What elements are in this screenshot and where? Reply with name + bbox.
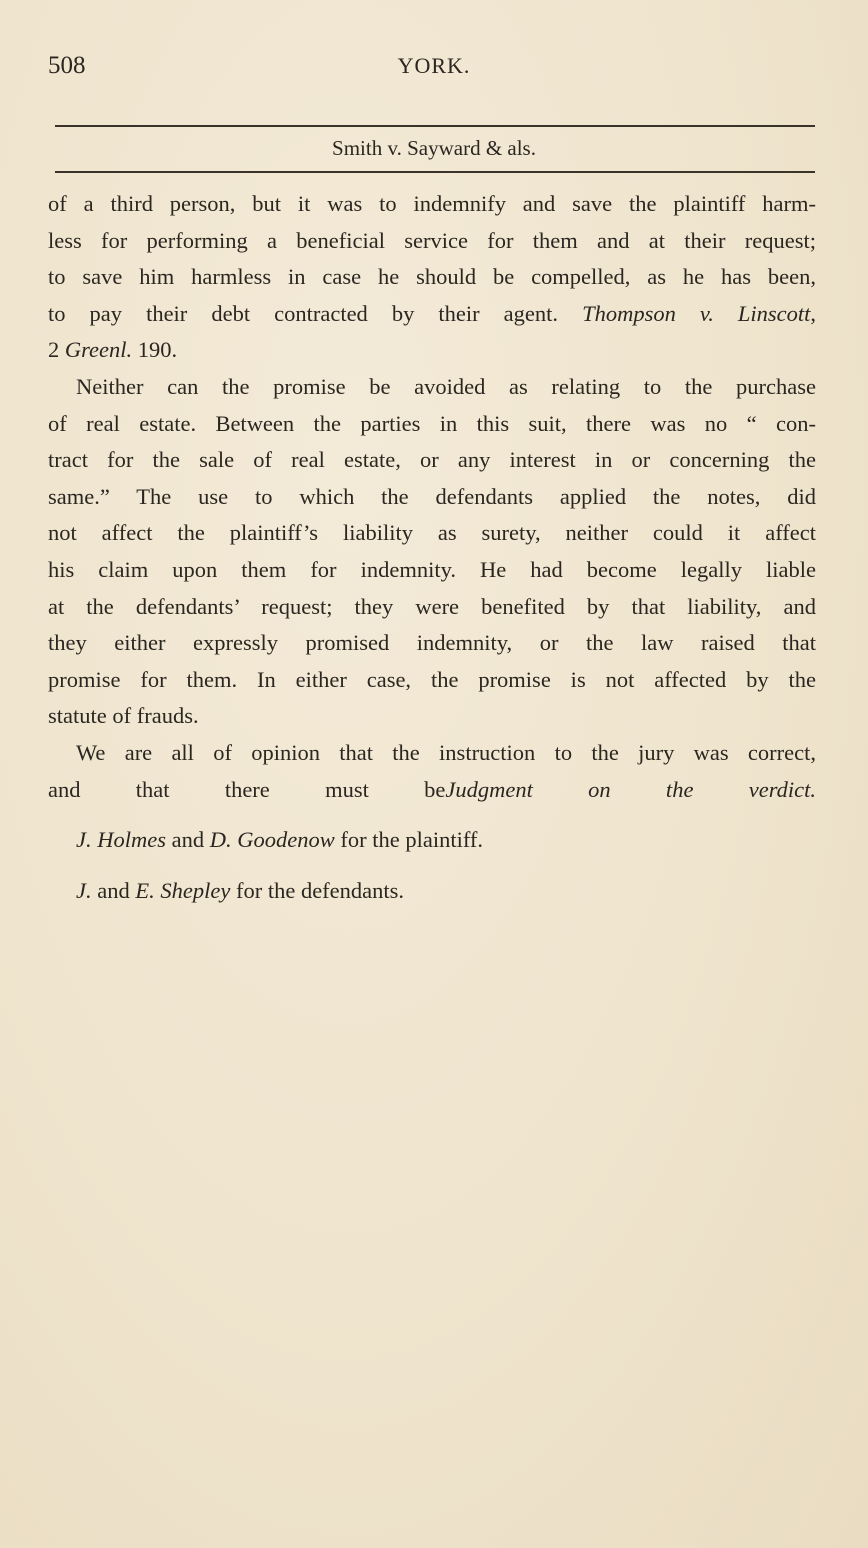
text-segment: of a third person, but it was to indemnify and save the plaintiff harm- bbox=[48, 191, 816, 216]
body-text bbox=[48, 186, 816, 909]
bottom-rule bbox=[55, 171, 815, 173]
text-segment: promise for them. In either case, the promise is not affected by the bbox=[48, 666, 816, 692]
text-segment: for the plaintiff. bbox=[334, 827, 484, 853]
italic-text: Thompson v. Linscott bbox=[582, 300, 811, 326]
text-segment: to pay their debt contracted by their agent. bbox=[48, 300, 583, 326]
text-segment: his claim upon them for indemnity. He had become legally liable bbox=[48, 556, 816, 582]
text-line bbox=[48, 332, 816, 369]
text-line bbox=[48, 662, 816, 699]
text-line bbox=[48, 552, 816, 589]
italic-text: Shepley bbox=[160, 877, 231, 903]
text-line bbox=[48, 296, 816, 333]
text-segment: We are all of opinion that the instruction to the jury was correct, bbox=[76, 739, 816, 765]
italic-text: Holmes bbox=[97, 827, 166, 853]
text-segment: and that there must be bbox=[48, 776, 446, 802]
italic-text: Goodenow bbox=[237, 827, 335, 853]
text-line bbox=[48, 186, 816, 223]
text-line bbox=[48, 259, 816, 296]
text-segment: Neither can the promise be avoided as relating to the purchase bbox=[76, 373, 816, 399]
italic-text: D. bbox=[209, 827, 232, 853]
text-segment: same.” The use to which the defendants applied the notes, did bbox=[48, 483, 816, 509]
text-segment: and bbox=[91, 877, 136, 903]
text-line bbox=[48, 515, 816, 552]
page-number: 508 bbox=[48, 52, 86, 79]
case-title: Smith v. Sayward & als. bbox=[332, 136, 536, 160]
spacer bbox=[48, 859, 816, 873]
italic-text: J. bbox=[76, 827, 92, 853]
text-segment: and bbox=[166, 827, 210, 853]
text-segment: 190. bbox=[132, 337, 178, 363]
text-segment: less for performing a beneficial service for them and at their request; bbox=[48, 227, 816, 253]
text-line bbox=[48, 625, 816, 662]
text-segment: to save him harmless in case he should be compelled, as he has been, bbox=[48, 264, 816, 290]
text-line bbox=[48, 442, 816, 479]
italic-text: Greenl. bbox=[64, 337, 133, 363]
text-segment: at the defendants’ request; they were benefited by that liability, and bbox=[48, 593, 816, 619]
text-line bbox=[48, 735, 816, 772]
text-segment: 2 bbox=[48, 337, 65, 363]
text-line bbox=[48, 772, 816, 809]
top-rule bbox=[55, 125, 815, 127]
text-segment: of real estate. Between the parties in this suit, there was no “ con- bbox=[48, 410, 816, 436]
text-line bbox=[48, 369, 816, 406]
text-line bbox=[48, 406, 816, 443]
text-segment: tract for the sale of real estate, or any interest in or concerning the bbox=[48, 447, 816, 473]
text-segment: , bbox=[810, 300, 816, 326]
italic-text: J. bbox=[76, 877, 92, 903]
text-line bbox=[48, 223, 816, 260]
italic-text: Judgment on the verdict. bbox=[445, 776, 816, 802]
counsel-line bbox=[48, 822, 816, 859]
text-segment: for the defendants. bbox=[230, 877, 405, 903]
text-segment: statute of frauds. bbox=[48, 703, 199, 729]
text-line bbox=[48, 589, 816, 626]
spacer bbox=[48, 808, 816, 822]
counsel-line bbox=[48, 873, 816, 910]
italic-text: E. bbox=[135, 877, 155, 903]
running-head: YORK. bbox=[397, 53, 471, 78]
text-segment: not affect the plaintiff’s liability as surety, neither could it affect bbox=[48, 520, 816, 546]
text-line bbox=[48, 698, 816, 735]
text-segment: they either expressly promised indemnity, or the law raised that bbox=[48, 630, 816, 656]
text-line bbox=[48, 479, 816, 516]
